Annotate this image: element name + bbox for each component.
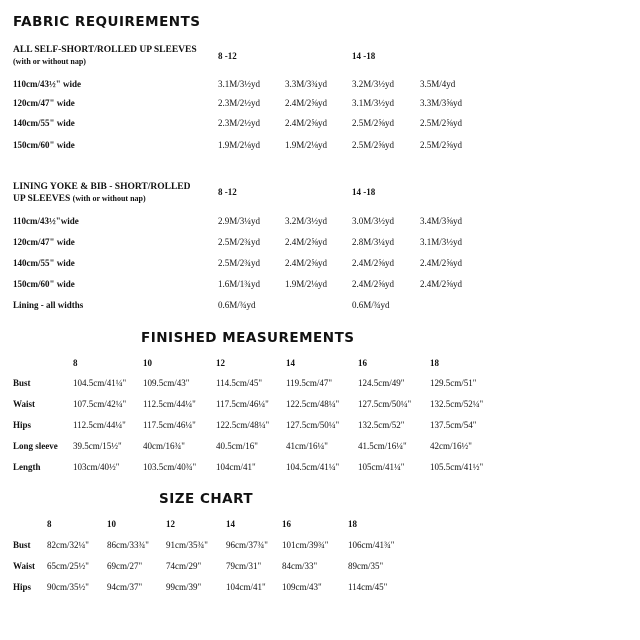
finished-value: 40cm/16¾" bbox=[143, 441, 185, 451]
self-row-label: 110cm/43½" wide bbox=[13, 79, 81, 89]
lining-row-value: 2.4M/2⅝yd bbox=[420, 258, 463, 268]
size-chart-row-label: Waist bbox=[13, 561, 36, 571]
size-chart-value: 106cm/41¾" bbox=[348, 540, 395, 550]
self-section-subtitle: (with or without nap) bbox=[13, 57, 86, 66]
lining-row-label: 150cm/60" wide bbox=[13, 279, 75, 289]
self-row-value: 3.1M/3½yd bbox=[218, 79, 261, 89]
finished-value: 127.5cm/50¼" bbox=[286, 420, 340, 430]
finished-row-label: Waist bbox=[13, 399, 36, 409]
finished-value: 129.5cm/51" bbox=[430, 378, 477, 388]
size-chart-value: 96cm/37¾" bbox=[226, 540, 268, 550]
lining-row-value: 3.4M/3⅝yd bbox=[420, 216, 463, 226]
self-row-label: 120cm/47" wide bbox=[13, 98, 75, 108]
finished-value: 103.5cm/40¾" bbox=[143, 462, 197, 472]
finished-row-label: Bust bbox=[13, 378, 31, 388]
lining-row-value: 2.8M/3¼yd bbox=[352, 237, 395, 247]
finished-value: 117.5cm/46¼" bbox=[143, 420, 196, 430]
size-chart-row-label: Bust bbox=[13, 540, 31, 550]
finished-value: 104.5cm/41¼" bbox=[286, 462, 340, 472]
size-chart-size-header: 8 bbox=[47, 519, 52, 529]
size-chart-value: 99cm/39" bbox=[166, 582, 202, 592]
size-chart-value: 91cm/35¾" bbox=[166, 540, 208, 550]
size-chart-value: 101cm/39¾" bbox=[282, 540, 329, 550]
size-chart-value: 114cm/45" bbox=[348, 582, 388, 592]
lining-row-value: 3.1M/3½yd bbox=[420, 237, 463, 247]
finished-value: 124.5cm/49" bbox=[358, 378, 405, 388]
size-chart-value: 90cm/35½" bbox=[47, 582, 89, 592]
finished-value: 104.5cm/41¼" bbox=[73, 378, 127, 388]
finished-value: 105.5cm/41½" bbox=[430, 462, 484, 472]
size-chart-value: 65cm/25½" bbox=[47, 561, 89, 571]
lining-row-value: 3.2M/3½yd bbox=[285, 216, 328, 226]
finished-value: 122.5cm/48¼" bbox=[216, 420, 270, 430]
lining-section-title-block bbox=[13, 182, 190, 205]
finished-value: 104cm/41" bbox=[216, 462, 256, 472]
lining-row-value: 1.9M/2⅛yd bbox=[285, 279, 328, 289]
finished-value: 114.5cm/45" bbox=[216, 378, 263, 388]
finished-value: 109.5cm/43" bbox=[143, 378, 190, 388]
lining-section-title-line1: LINING YOKE & BIB - SHORT/ROLLED bbox=[13, 182, 191, 192]
self-size-range-b: 14 -18 bbox=[352, 51, 376, 61]
lining-row-value: 2.5M/2¾yd bbox=[218, 258, 261, 268]
size-chart-size-header: 18 bbox=[348, 519, 357, 529]
size-chart-value: 104cm/41" bbox=[226, 582, 266, 592]
self-row-value: 2.3M/2½yd bbox=[218, 98, 261, 108]
finished-row-label: Long sleeve bbox=[13, 441, 58, 451]
self-row-value: 2.4M/2⅝yd bbox=[285, 118, 328, 128]
self-row-value: 3.5M/4yd bbox=[420, 79, 456, 89]
size-chart-value: 82cm/32¼" bbox=[47, 540, 89, 550]
lining-all-widths-value-b: 0.6M/¾yd bbox=[352, 300, 390, 310]
self-section-title-block bbox=[13, 45, 197, 67]
finished-value: 107.5cm/42¼" bbox=[73, 399, 127, 409]
lining-all-widths-value-a: 0.6M/¾yd bbox=[218, 300, 256, 310]
self-row-value: 1.9M/2⅛yd bbox=[285, 140, 328, 150]
finished-size-header: 12 bbox=[216, 358, 225, 368]
lining-size-range-a: 8 -12 bbox=[218, 187, 237, 197]
size-chart-heading: SIZE CHART bbox=[159, 491, 254, 507]
lining-section-title-line2: UP SLEEVES (with or without nap) bbox=[13, 194, 146, 204]
self-row-value: 3.3M/3¾yd bbox=[285, 79, 328, 89]
finished-value: 42cm/16½" bbox=[430, 441, 472, 451]
finished-size-header: 16 bbox=[358, 358, 367, 368]
size-chart-size-header: 16 bbox=[282, 519, 291, 529]
lining-row-label: 120cm/47" wide bbox=[13, 237, 75, 247]
self-row-value: 2.3M/2½yd bbox=[218, 118, 261, 128]
self-row-value: 3.2M/3½yd bbox=[352, 79, 395, 89]
self-row-value: 3.3M/3⅝yd bbox=[420, 98, 463, 108]
finished-value: 132.5cm/52" bbox=[358, 420, 405, 430]
finished-size-header: 8 bbox=[73, 358, 78, 368]
lining-row-value: 2.4M/2⅝yd bbox=[285, 258, 328, 268]
finished-value: 112.5cm/44¼" bbox=[73, 420, 126, 430]
self-row-value: 3.1M/3½yd bbox=[352, 98, 395, 108]
size-chart-value: 74cm/29" bbox=[166, 561, 202, 571]
finished-value: 40.5cm/16" bbox=[216, 441, 258, 451]
finished-value: 137.5cm/54" bbox=[430, 420, 477, 430]
lining-row-value: 2.5M/2¾yd bbox=[218, 237, 261, 247]
finished-size-header: 18 bbox=[430, 358, 439, 368]
lining-row-value: 2.4M/2⅝yd bbox=[352, 258, 395, 268]
finished-value: 127.5cm/50¼" bbox=[358, 399, 412, 409]
finished-value: 122.5cm/48¼" bbox=[286, 399, 340, 409]
finished-value: 39.5cm/15½" bbox=[73, 441, 122, 451]
finished-row-label: Length bbox=[13, 462, 41, 472]
size-chart-size-header: 14 bbox=[226, 519, 235, 529]
lining-row-label: 140cm/55" wide bbox=[13, 258, 75, 268]
finished-value: 41cm/16¼" bbox=[286, 441, 328, 451]
size-chart-value: 89cm/35" bbox=[348, 561, 384, 571]
size-chart-value: 84cm/33" bbox=[282, 561, 318, 571]
lining-row-value: 2.4M/2⅝yd bbox=[420, 279, 463, 289]
size-chart-size-header: 10 bbox=[107, 519, 116, 529]
self-row-label: 150cm/60" wide bbox=[13, 140, 75, 150]
finished-value: 119.5cm/47" bbox=[286, 378, 333, 388]
size-chart-value: 109cm/43" bbox=[282, 582, 322, 592]
finished-value: 41.5cm/16¼" bbox=[358, 441, 407, 451]
finished-size-header: 10 bbox=[143, 358, 152, 368]
finished-value: 103cm/40½" bbox=[73, 462, 120, 472]
finished-measurements-heading: FINISHED MEASUREMENTS bbox=[141, 330, 355, 346]
finished-row-label: Hips bbox=[13, 420, 32, 430]
size-chart-size-header: 12 bbox=[166, 519, 175, 529]
self-row-value: 2.5M/2⅝yd bbox=[420, 140, 463, 150]
finished-value: 132.5cm/52¼" bbox=[430, 399, 484, 409]
self-row-value: 2.5M/2⅝yd bbox=[352, 118, 395, 128]
fabric-requirements-heading: FABRIC REQUIREMENTS bbox=[13, 14, 201, 30]
finished-size-header: 14 bbox=[286, 358, 295, 368]
lining-section-subtitle: (with or without nap) bbox=[72, 194, 146, 203]
self-row-label: 140cm/55" wide bbox=[13, 118, 75, 128]
lining-all-widths-label: Lining - all widths bbox=[13, 300, 84, 310]
size-chart-row-label: Hips bbox=[13, 582, 32, 592]
self-row-value: 2.5M/2⅝yd bbox=[352, 140, 395, 150]
self-row-value: 2.4M/2⅝yd bbox=[285, 98, 328, 108]
lining-row-value: 2.4M/2⅝yd bbox=[285, 237, 328, 247]
self-size-range-a: 8 -12 bbox=[218, 51, 237, 61]
lining-row-value: 1.6M/1¾yd bbox=[218, 279, 261, 289]
finished-value: 117.5cm/46¼" bbox=[216, 399, 269, 409]
size-chart-value: 69cm/27" bbox=[107, 561, 143, 571]
size-chart-value: 79cm/31" bbox=[226, 561, 262, 571]
size-chart-value: 86cm/33¾" bbox=[107, 540, 149, 550]
lining-row-value: 2.4M/2⅝yd bbox=[352, 279, 395, 289]
lining-row-value: 3.0M/3½yd bbox=[352, 216, 395, 226]
lining-row-label: 110cm/43½"wide bbox=[13, 216, 79, 226]
finished-value: 105cm/41¼" bbox=[358, 462, 405, 472]
self-section-title: ALL SELF-SHORT/ROLLED UP SLEEVES bbox=[13, 45, 197, 55]
lining-size-range-b: 14 -18 bbox=[352, 187, 376, 197]
lining-row-value: 2.9M/3¼yd bbox=[218, 216, 261, 226]
self-row-value: 1.9M/2⅛yd bbox=[218, 140, 261, 150]
size-chart-value: 94cm/37" bbox=[107, 582, 143, 592]
self-row-value: 2.5M/2⅝yd bbox=[420, 118, 463, 128]
finished-value: 112.5cm/44¼" bbox=[143, 399, 196, 409]
